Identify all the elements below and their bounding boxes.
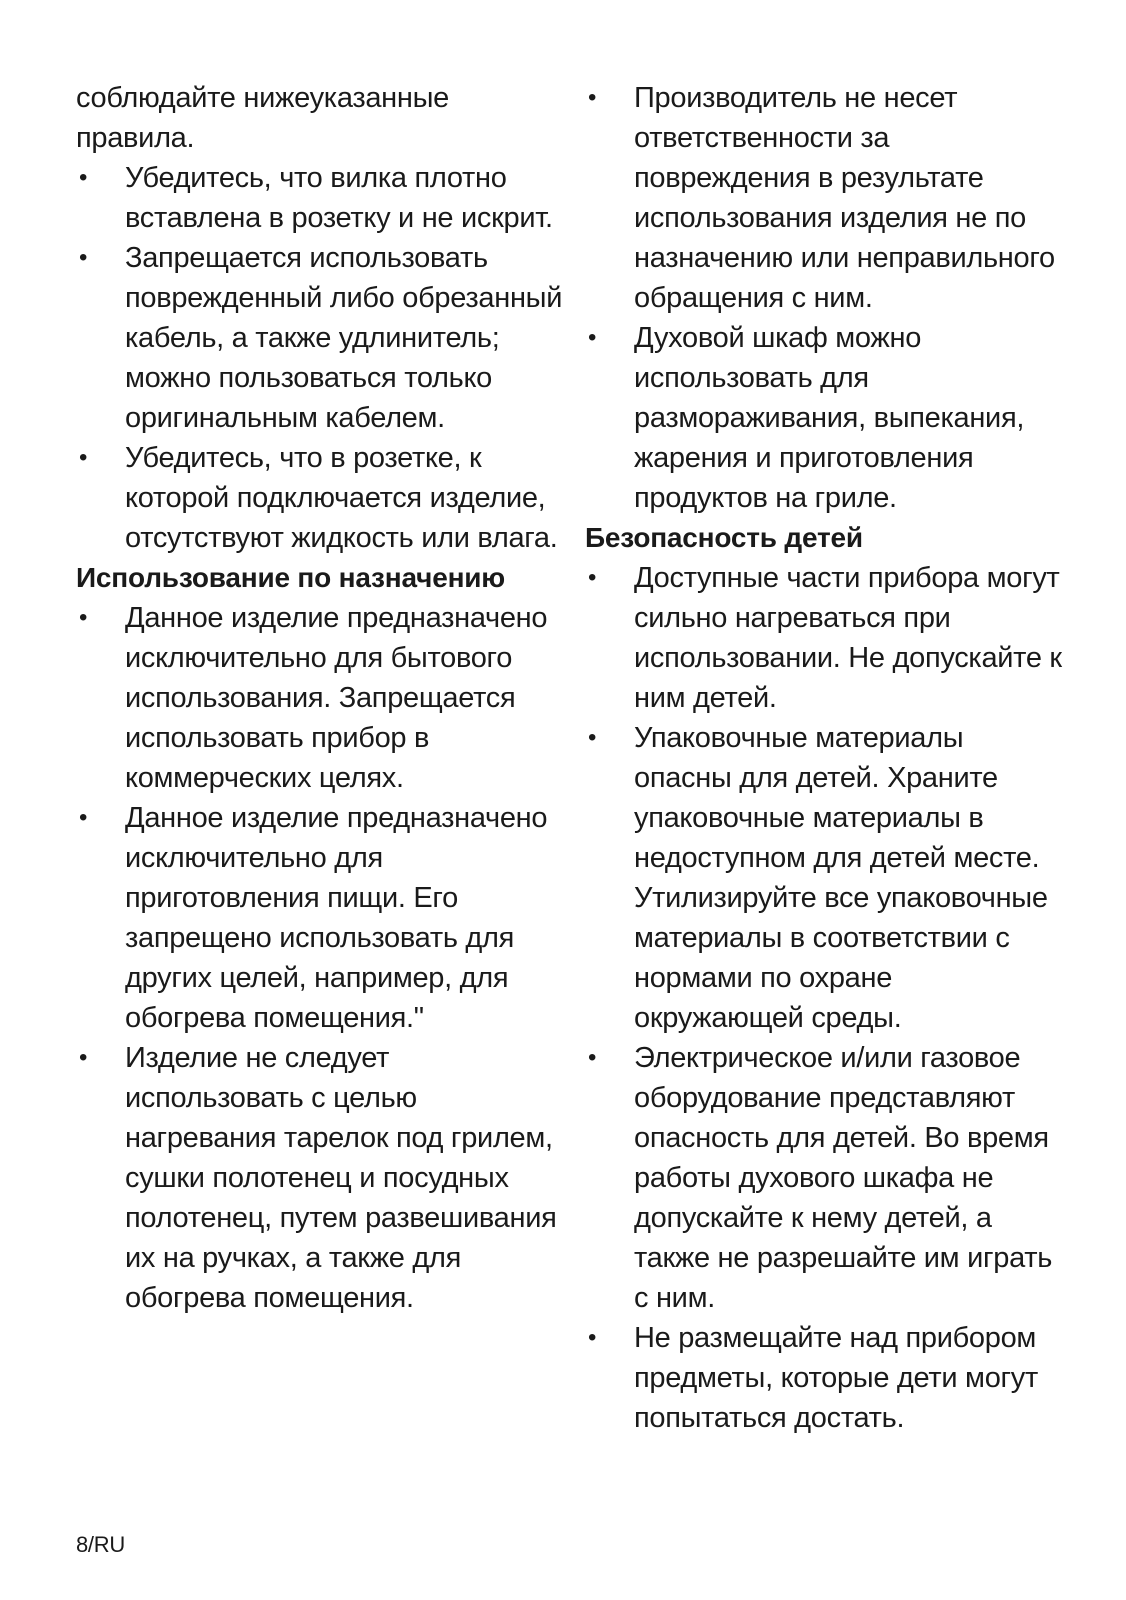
page-number: 8/RU	[76, 1532, 125, 1557]
list-item-text: Убедитесь, что вилка плотно вставлена в розетку и не искрит.	[125, 162, 553, 234]
intended-use-list-continued	[585, 78, 1065, 518]
bullet-icon: •	[588, 724, 597, 751]
list-item-text: Данное изделие предназначено исключительно для бытового использования. Запрещается использовать прибор в коммерческих целях.	[125, 602, 548, 794]
bullet-icon: •	[79, 804, 88, 831]
list-item	[76, 798, 566, 1038]
intended-use-list	[76, 598, 566, 1318]
list-item-text: Доступные части прибора могут сильно нагреваться при использовании. Не допускайте к ним детей.	[634, 562, 1062, 714]
list-item	[76, 238, 566, 438]
list-item	[585, 78, 1065, 318]
intro-paragraph: соблюдайте нижеуказанные правила.	[76, 82, 449, 154]
list-item	[76, 438, 566, 558]
list-item-text: Упаковочные материалы опасны для детей. Храните упаковочные материалы в недоступном для детей месте. Утилизируйте все упаковочные материалы в соответствии с нормами по охране окружающей среды.	[634, 722, 1048, 1034]
section-heading-intended-use: Использование по назначению	[76, 562, 506, 593]
list-item	[76, 158, 566, 238]
list-item	[585, 318, 1065, 518]
list-item-text: Духовой шкаф можно использовать для размораживания, выпекания, жарения и приготовления продуктов на гриле.	[634, 322, 1025, 514]
bullet-icon: •	[588, 564, 597, 591]
left-column	[76, 78, 566, 1318]
list-item	[76, 1038, 566, 1318]
right-column	[585, 78, 1065, 1438]
bullet-icon: •	[79, 604, 88, 631]
electric-safety-list	[76, 158, 566, 558]
list-item-text: Не размещайте над прибором предметы, которые дети могут попытаться достать.	[634, 1322, 1038, 1434]
bullet-icon: •	[588, 324, 597, 351]
bullet-icon: •	[79, 164, 88, 191]
list-item-text: Электрическое и/или газовое оборудование представляют опасность для детей. Во время работы духового шкафа не допускайте к нему детей, а также не разрешайте им играть с ним.	[634, 1042, 1053, 1314]
list-item	[585, 1318, 1065, 1438]
list-item	[585, 558, 1065, 718]
bullet-icon: •	[79, 1044, 88, 1071]
list-item-text: Изделие не следует использовать с целью нагревания тарелок под грилем, сушки полотенец и посудных полотенец, путем развешивания их на ручках, а также для обогрева помещения.	[125, 1042, 557, 1314]
section-heading-child-safety: Безопасность детей	[585, 522, 863, 553]
bullet-icon: •	[588, 1044, 597, 1071]
bullet-icon: •	[79, 244, 88, 271]
list-item	[76, 598, 566, 798]
list-item	[585, 718, 1065, 1038]
list-item-text: Данное изделие предназначено исключительно для приготовления пищи. Его запрещено использовать для других целей, например, для обогрева помещения."	[125, 802, 548, 1034]
child-safety-list	[585, 558, 1065, 1438]
bullet-icon: •	[79, 444, 88, 471]
list-item	[585, 1038, 1065, 1318]
list-item-text: Производитель не несет ответственности за повреждения в результате использования изделия не по назначению или неправильного обращения с ним.	[634, 82, 1055, 314]
list-item-text: Запрещается использовать поврежденный либо обрезанный кабель, а также удлинитель; можно пользоваться только оригинальным кабелем.	[125, 242, 563, 434]
list-item-text: Убедитесь, что в розетке, к которой подключается изделие, отсутствуют жидкость или влага.	[125, 442, 558, 554]
bullet-icon: •	[588, 1324, 597, 1351]
bullet-icon: •	[588, 84, 597, 111]
